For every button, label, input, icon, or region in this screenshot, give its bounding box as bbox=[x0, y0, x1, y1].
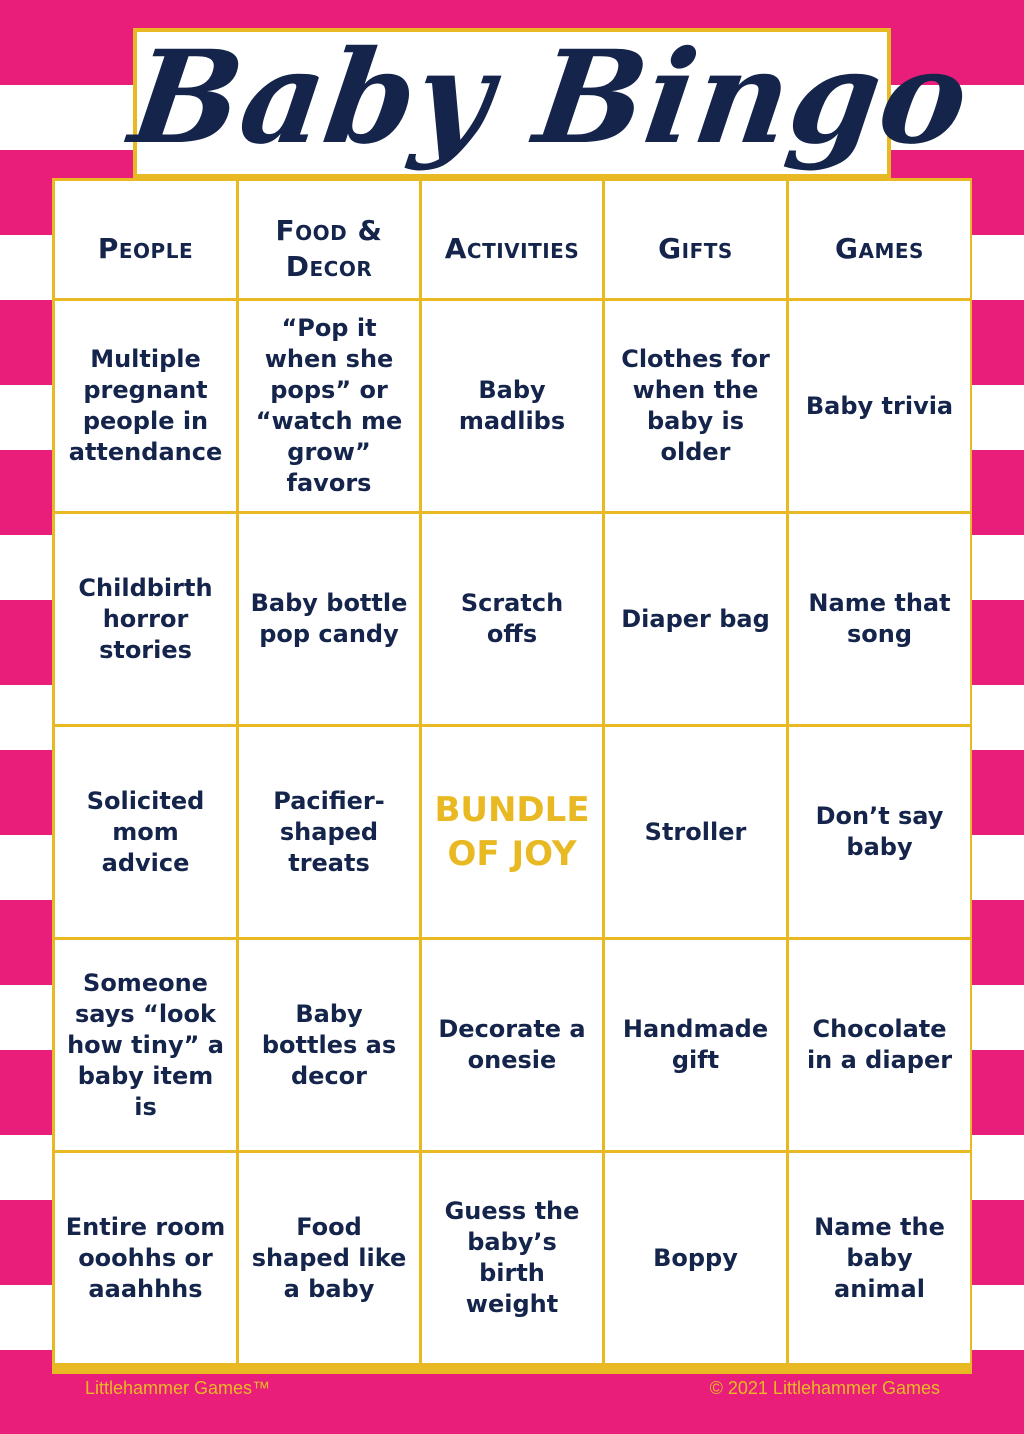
column-header-activities: Activities bbox=[422, 181, 602, 298]
bingo-square[interactable]: Chocolate in a diaper bbox=[789, 940, 970, 1150]
bingo-square[interactable]: Decorate a onesie bbox=[422, 940, 602, 1150]
bingo-square[interactable]: Pacifier-shaped treats bbox=[239, 727, 419, 937]
bingo-square[interactable]: Baby bottles as decor bbox=[239, 940, 419, 1150]
bingo-square[interactable]: Scratch offs bbox=[422, 514, 602, 724]
bingo-card bbox=[52, 178, 972, 1374]
bingo-square[interactable]: Don’t say baby bbox=[789, 727, 970, 937]
bingo-square[interactable]: Baby trivia bbox=[789, 301, 970, 511]
bingo-square[interactable]: Multiple pregnant people in attendance bbox=[55, 301, 236, 511]
bingo-square[interactable]: Someone says “look how tiny” a baby item is bbox=[55, 940, 236, 1150]
bingo-square[interactable]: Food shaped like a baby bbox=[239, 1153, 419, 1363]
bingo-square[interactable]: Stroller bbox=[605, 727, 786, 937]
footer-brand: Littlehammer Games™ bbox=[85, 1378, 271, 1398]
bingo-square[interactable]: Baby madlibs bbox=[422, 301, 602, 511]
column-header-gifts: Gifts bbox=[605, 181, 786, 298]
column-header-people: People bbox=[55, 181, 236, 298]
bingo-square[interactable]: “Pop it when she pops” or “watch me grow” favors bbox=[239, 301, 419, 511]
bingo-square[interactable]: Guess the baby’s birth weight bbox=[422, 1153, 602, 1363]
footer-copyright: © 2021 Littlehammer Games bbox=[709, 1378, 940, 1398]
free-space[interactable]: BUNDLE OF JOY bbox=[422, 727, 602, 937]
bingo-square[interactable]: Diaper bag bbox=[605, 514, 786, 724]
bingo-square[interactable]: Baby bottle pop candy bbox=[239, 514, 419, 724]
bingo-square[interactable]: Entire room ooohhs or aaahhhs bbox=[55, 1153, 236, 1363]
column-header-food-decor: Food & Decor bbox=[239, 181, 419, 298]
bingo-square[interactable]: Handmade gift bbox=[605, 940, 786, 1150]
bingo-square[interactable]: Name the baby animal bbox=[789, 1153, 970, 1363]
bingo-square[interactable]: Boppy bbox=[605, 1153, 786, 1363]
bingo-square[interactable]: Childbirth horror stories bbox=[55, 514, 236, 724]
bingo-square[interactable]: Clothes for when the baby is older bbox=[605, 301, 786, 511]
page-title: Baby Bingo bbox=[122, 23, 978, 173]
column-header-games: Games bbox=[789, 181, 970, 298]
bingo-square[interactable]: Solicited mom advice bbox=[55, 727, 236, 937]
bingo-square[interactable]: Name that song bbox=[789, 514, 970, 724]
